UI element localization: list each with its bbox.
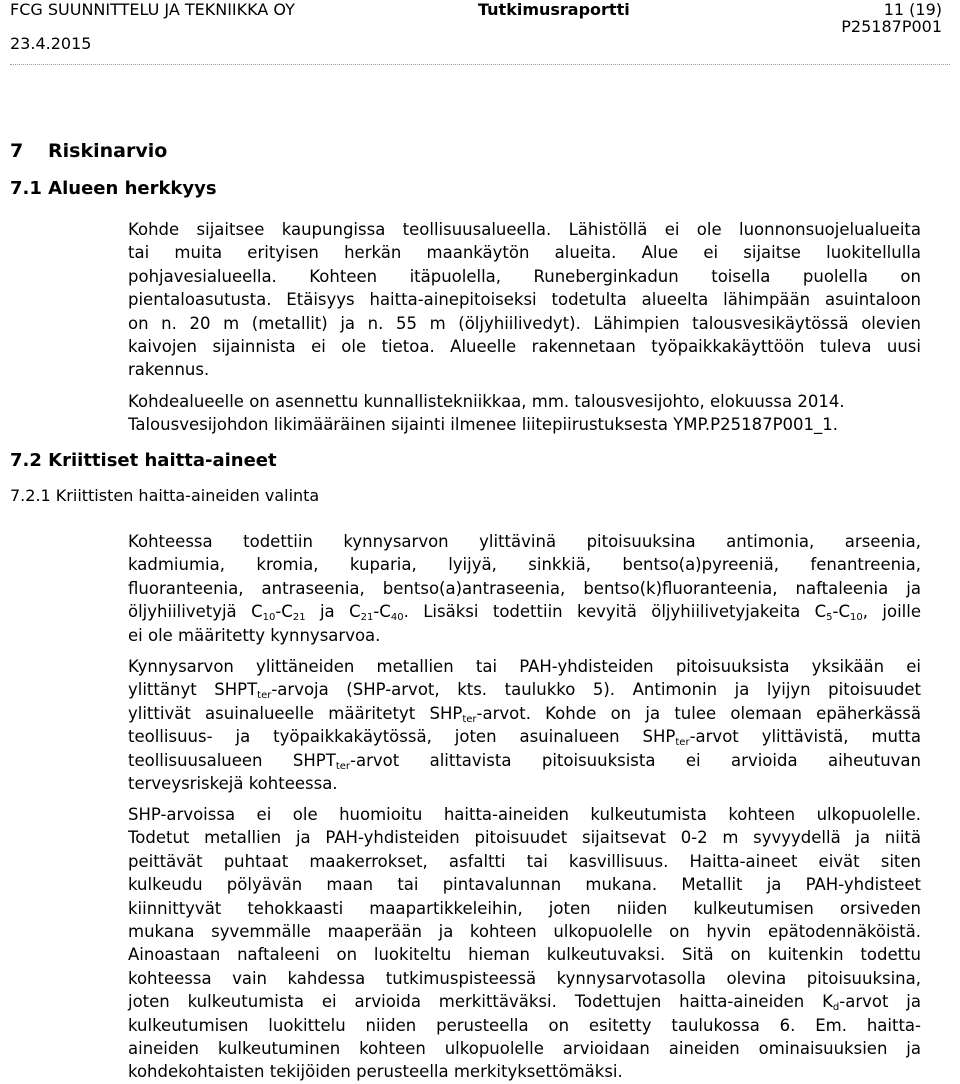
subscript: 21 — [292, 612, 306, 624]
paragraph-utilities — [128, 390, 921, 437]
text-line: fluoranteenia, antraseenia, bentso(a)antraseenia, bentso(k)fluoranteenia, naftaleenia ja — [128, 578, 921, 598]
subscript: ter — [335, 760, 350, 772]
text-line: Talousvesijohdon likimääräinen sijainti ilmenee liitepiirustuksesta YMP.P25187P001_1. — [128, 415, 839, 435]
section-number: 7 — [10, 140, 24, 162]
text-run: joten kulkeutumista ei arvioida merkittäväksi. Todettujen haitta-aineiden K — [128, 992, 833, 1012]
text-line: tai muita erityisen herkän maankäytön alueita. Alue ei sijaitse luokitellulla — [128, 243, 921, 263]
text-run: -C — [832, 602, 851, 622]
subscript: d — [832, 1002, 840, 1014]
section-heading-7 — [10, 140, 167, 162]
subscript: 5 — [826, 612, 833, 624]
text-line: pohjavesialueella. Kohteen itäpuolella, Runeberginkadun toisella puolella on — [128, 266, 921, 286]
text-run: teollisuus- ja työpaikkakäytössä, joten asuinalueen SHP — [128, 727, 676, 747]
text-line — [128, 678, 921, 701]
subscript: ter — [675, 737, 690, 749]
text-run: -arvot alittavista pitoisuuksista ei arvioida aiheutuvan — [350, 750, 921, 770]
text-line — [128, 749, 921, 772]
text-line: rakennus. — [128, 360, 210, 380]
text-line: Kynnysarvon ylittäneiden metallien tai PAH-yhdisteiden pitoisuuksista yksikään ei — [128, 657, 921, 676]
text-line — [128, 990, 921, 1013]
text-line — [128, 702, 921, 725]
text-line: kulkeutumisen luokittelu niiden perusteella on esitetty taulukossa 6. Em. haitta- — [128, 1015, 921, 1035]
text-run: ja C — [305, 602, 361, 622]
header-divider — [10, 64, 950, 65]
text-line: kohteessa vain kahdessa tutkimuspisteessä kynnysarvotasolla olevina pitoisuuksina, — [128, 968, 921, 988]
text-line: Kohde sijaitsee kaupungissa teollisuusalueella. Lähistöllä ei ole luonnonsuojelualueita — [128, 220, 921, 239]
section-title: Riskinarvio — [48, 140, 168, 162]
text-line: on n. 20 m (metallit) ja n. 55 m (öljyhiilivedyt). Lähimpien talousvesikäytössä olevien — [128, 313, 921, 333]
subscript: ter — [257, 690, 272, 702]
paragraph-site-sensitivity — [128, 218, 921, 382]
text-line: Kohteessa todettiin kynnysarvon ylittävinä pitoisuuksina antimonia, arseenia, — [128, 532, 921, 551]
section-heading-7-2-1: 7.2.1 Kriittisten haitta-aineiden valinta — [10, 486, 320, 505]
text-line: Kohdealueelle on asennettu kunnallistekniikkaa, mm. talousvesijohto, elokuussa 2014. — [128, 392, 845, 411]
text-line: pientaloasutusta. Etäisyys haitta-ainepitoiseksi todetulta alueelta lähimpään asuintaloon — [128, 290, 921, 310]
paragraph-threshold-exceedance — [128, 655, 921, 795]
text-line: kadmiumia, kromia, kuparia, lyijyä, sinkkiä, bentso(a)pyreeniä, fenantreenia, — [128, 555, 921, 575]
header-doc-type: Tutkimusraportti — [478, 0, 630, 19]
subscript: 21 — [360, 612, 374, 624]
text-run: öljyhiilivetyjä C — [128, 602, 263, 622]
header-page-number: 11 (19) — [883, 0, 942, 19]
text-run: -arvot ylittävistä, mutta — [689, 727, 921, 747]
text-line: terveysriskejä kohteessa. — [128, 774, 338, 794]
text-run: teollisuusalueen SHPT — [128, 750, 336, 770]
text-line: Todetut metallien ja PAH-yhdisteiden pitoisuudet sijaitsevat 0-2 m syvyydellä ja niitä — [128, 828, 921, 848]
header-company: FCG SUUNNITTELU JA TEKNIIKKA OY — [10, 0, 295, 19]
paragraph-migration — [128, 803, 921, 1084]
text-line — [128, 725, 921, 748]
text-run: -arvoja (SHP-arvot, kts. taulukko 5). Antimonin ja lyijyn pitoisuudet — [271, 680, 921, 700]
text-line: aineiden kulkeutuminen kohteen ulkopuolelle arvioidaan aineiden ominaisuuksien ja — [128, 1039, 921, 1059]
header-doc-code: P25187P001 — [841, 17, 942, 36]
text-run: . Lisäksi todettiin kevyitä öljyhiilivetyjakeita C — [403, 602, 827, 622]
text-line: kiinnittyvät tehokkaasti maapartikkeleihin, joten niiden kulkeutumisen orsiveden — [128, 898, 921, 918]
header-date: 23.4.2015 — [10, 34, 92, 53]
text-run: -arvot. Kohde on ja tulee olemaan epäherkässä — [476, 703, 921, 723]
text-line: kulkeudu pölyävän maan tai pintavalunnan mukana. Metallit ja PAH-yhdisteet — [128, 875, 921, 895]
paragraph-contaminants-found — [128, 530, 921, 647]
section-heading-7-1: 7.1 Alueen herkkyys — [10, 178, 217, 199]
section-heading-7-2: 7.2 Kriittiset haitta-aineet — [10, 450, 277, 471]
text-run: , joille — [862, 602, 921, 622]
text-line: peittävät puhtaat maakerrokset, asfaltti tai kasvillisuus. Haitta-aineet eivät siten — [128, 851, 921, 871]
text-run: ylittänyt SHPT — [128, 680, 258, 700]
text-line: kohdekohtaisten tekijöiden perusteella merkityksettömäksi. — [128, 1062, 623, 1082]
text-line: ei ole määritetty kynnysarvoa. — [128, 625, 381, 645]
text-line: SHP-arvoissa ei ole huomioitu haitta-aineiden kulkeutumista kohteen ulkopuolelle. — [128, 805, 921, 824]
text-run: -arvot ja — [839, 992, 921, 1012]
text-line: kaivojen sijainnista ei ole tietoa. Alueelle rakennetaan työpaikkakäyttöön tuleva uusi — [128, 337, 921, 357]
subscript: 40 — [390, 612, 404, 624]
text-run: -C — [373, 602, 391, 622]
text-line — [128, 600, 921, 623]
subscript: 10 — [262, 612, 276, 624]
text-run: ylittivät asuinalueelle määritetyt SHP — [128, 703, 463, 723]
text-line: mukana syvemmälle maaperään ja kohteen ulkopuolelle on hyvin epätodennäköistä. — [128, 922, 921, 942]
text-line: Ainoastaan naftaleeni on luokiteltu hieman kulkeutuvaksi. Sitä on kuitenkin todettu — [128, 945, 921, 965]
subscript: ter — [462, 713, 477, 725]
subscript: 10 — [850, 612, 863, 624]
text-run: -C — [275, 602, 293, 622]
